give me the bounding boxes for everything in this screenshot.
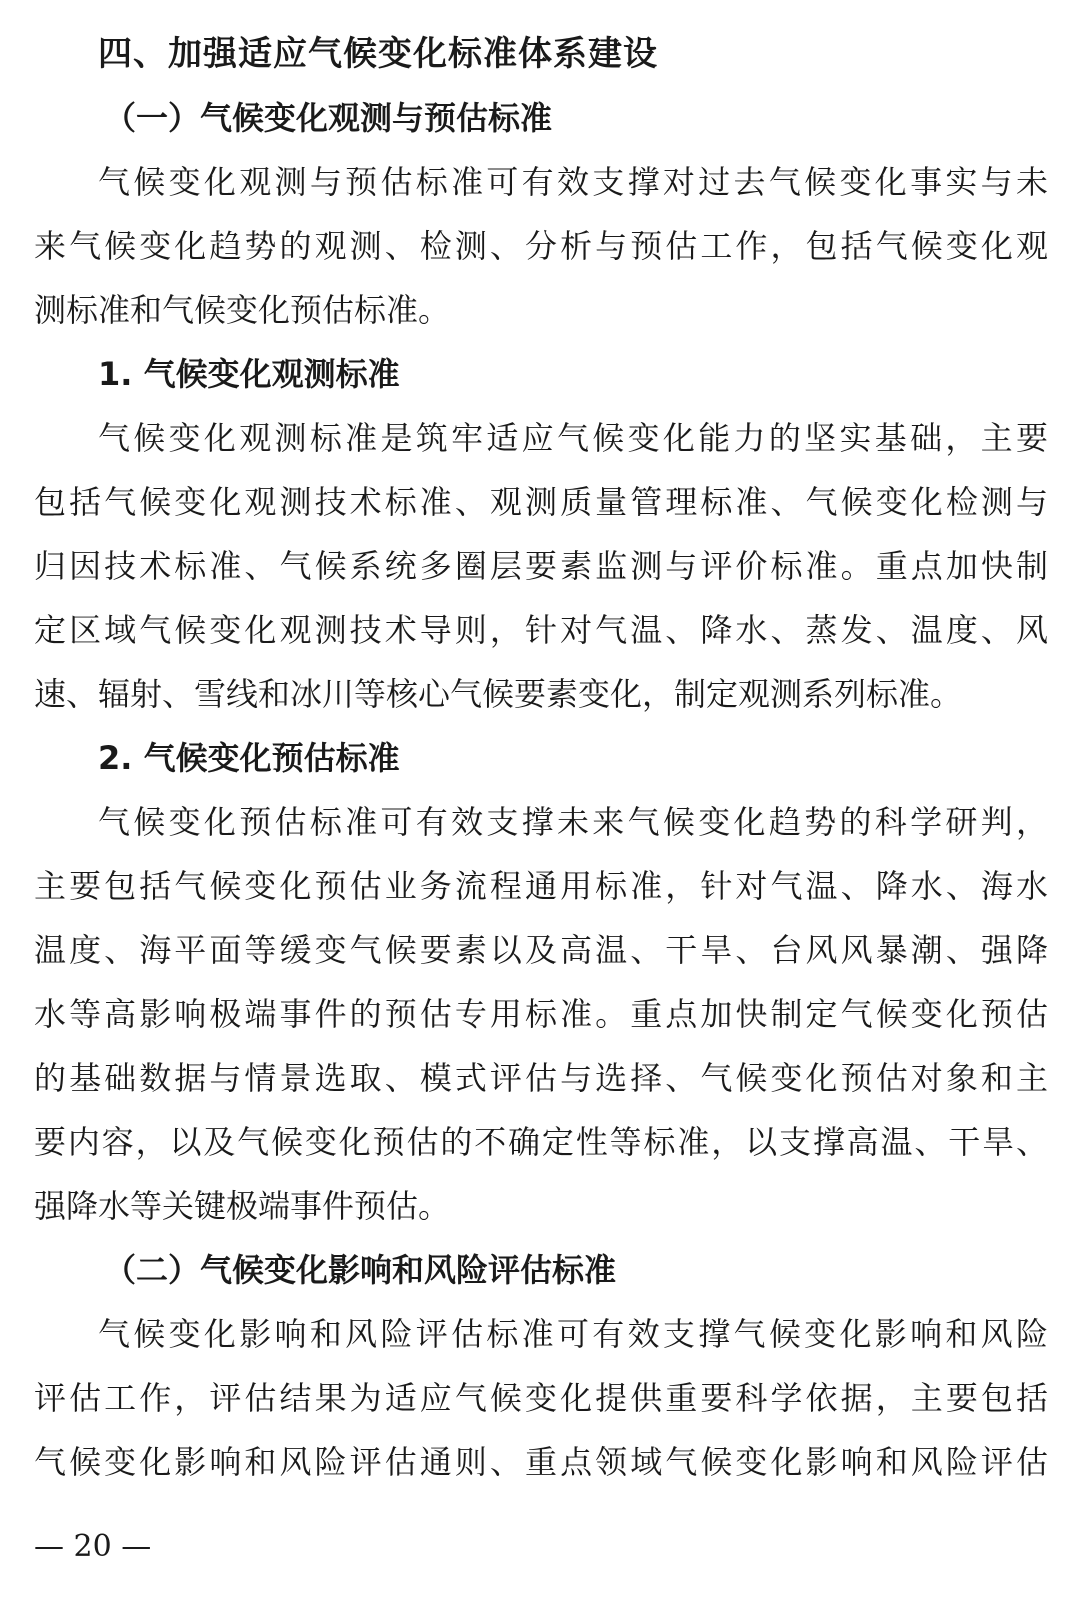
paragraph-line: 温度、海平面等缓变气候要素以及高温、干旱、台风风暴潮、强降 bbox=[34, 931, 1048, 969]
item-heading-observation: 1. 气候变化观测标准 bbox=[98, 355, 400, 393]
paragraph-line: 来气候变化趋势的观测、检测、分析与预估工作，包括气候变化观 bbox=[34, 227, 1048, 265]
subsection-heading-2: （二）气候变化影响和风险评估标准 bbox=[104, 1251, 617, 1289]
paragraph-line: 速、辐射、雪线和冰川等核心气候要素变化，制定观测系列标准。 bbox=[34, 675, 963, 713]
paragraph-line: 定区域气候变化观测技术导则，针对气温、降水、蒸发、温度、风 bbox=[34, 611, 1048, 649]
paragraph-line: 主要包括气候变化预估业务流程通用标准，针对气温、降水、海水 bbox=[34, 867, 1048, 905]
paragraph-line: 气候变化预估标准可有效支撑未来气候变化趋势的科学研判， bbox=[98, 803, 1048, 841]
paragraph-line: 评估工作，评估结果为适应气候变化提供重要科学依据，主要包括 bbox=[34, 1379, 1048, 1417]
paragraph-line: 气候变化影响和风险评估通则、重点领域气候变化影响和风险评估 bbox=[34, 1443, 1048, 1481]
paragraph-line: 要内容，以及气候变化预估的不确定性等标准，以支撑高温、干旱、 bbox=[34, 1123, 1048, 1161]
paragraph-line: 归因技术标准、气候系统多圈层要素监测与评价标准。重点加快制 bbox=[34, 547, 1048, 585]
item-heading-projection: 2. 气候变化预估标准 bbox=[98, 739, 400, 777]
paragraph-line: 气候变化观测与预估标准可有效支撑对过去气候变化事实与未 bbox=[98, 163, 1048, 201]
document-page bbox=[34, 22, 1048, 1494]
paragraph-observation-standard bbox=[34, 406, 1048, 726]
subsection-heading-1: （一）气候变化观测与预估标准 bbox=[104, 99, 553, 137]
paragraph-line: 强降水等关键极端事件预估。 bbox=[34, 1187, 451, 1225]
paragraph-line: 水等高影响极端事件的预估专用标准。重点加快制定气候变化预估 bbox=[34, 995, 1048, 1033]
paragraph-line: 的基础数据与情景选取、模式评估与选择、气候变化预估对象和主 bbox=[34, 1059, 1048, 1097]
paragraph-projection-standard bbox=[34, 790, 1048, 1238]
paragraph-observation-projection bbox=[34, 150, 1048, 342]
paragraph-line: 气候变化观测标准是筑牢适应气候变化能力的坚实基础，主要 bbox=[98, 419, 1048, 457]
paragraph-line: 气候变化影响和风险评估标准可有效支撑气候变化影响和风险 bbox=[98, 1315, 1048, 1353]
paragraph-line: 包括气候变化观测技术标准、观测质量管理标准、气候变化检测与 bbox=[34, 483, 1048, 521]
section-heading-4: 四、加强适应气候变化标准体系建设 bbox=[98, 34, 658, 74]
paragraph-line: 测标准和气候变化预估标准。 bbox=[34, 291, 451, 329]
page-number: — 20 — bbox=[34, 1529, 152, 1564]
paragraph-impact-risk bbox=[34, 1302, 1048, 1494]
